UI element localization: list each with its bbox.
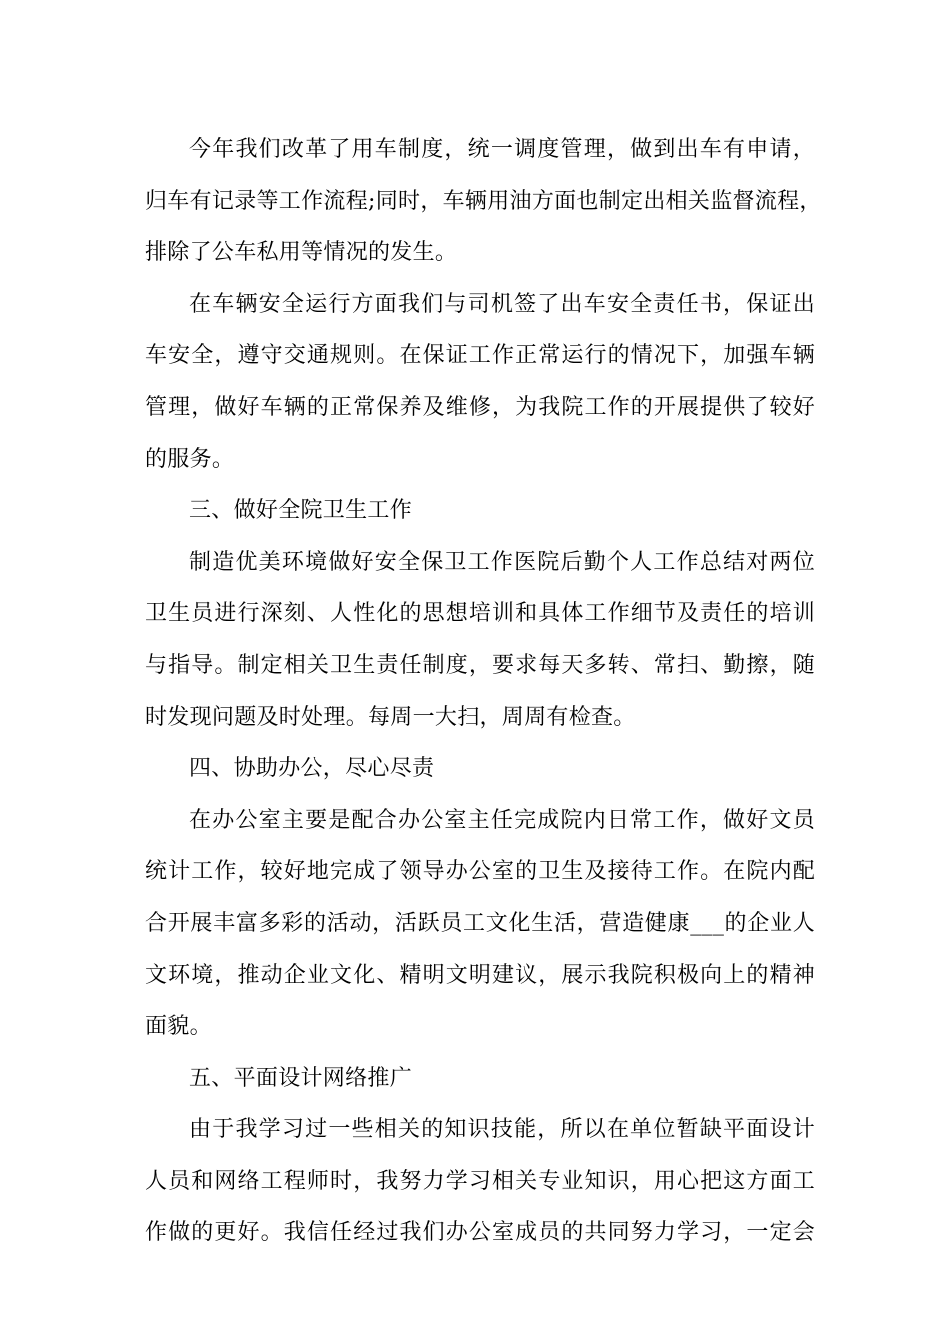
text-line: 排除了公车私用等情况的发生。 bbox=[145, 240, 458, 266]
document-body bbox=[145, 124, 822, 1259]
text-line: 管理，做好车辆的正常保养及维修，为我院工作的开展提供了较好 bbox=[145, 394, 815, 420]
text-line: 在办公室主要是配合办公室主任完成院内日常工作，做好文员 bbox=[189, 807, 815, 833]
text-line: 文环境，推动企业文化、精明文明建议，展示我院积极向上的精神 bbox=[145, 962, 815, 988]
text-line: 合开展丰富多彩的活动，活跃员工文化生活，营造健康___的企业人 bbox=[145, 910, 815, 936]
text-line: 车安全，遵守交通规则。在保证工作正常运行的情况下，加强车辆 bbox=[145, 343, 815, 369]
text-line: 面貌。 bbox=[145, 1014, 212, 1040]
text-line: 在车辆安全运行方面我们与司机签了出车安全责任书，保证出 bbox=[189, 291, 815, 317]
section-heading: 三、做好全院卫生工作 bbox=[189, 498, 413, 524]
text-line: 今年我们改革了用车制度，统一调度管理，做到出车有申请， bbox=[189, 137, 815, 162]
text-line: 作做的更好。我信任经过我们办公室成员的共同努力学习，一定会 bbox=[145, 1220, 815, 1246]
text-line: 归车有记录等工作流程;同时，车辆用油方面也制定出相关监督流程， bbox=[145, 188, 822, 214]
text-line: 制造优美环境做好安全保卫工作医院后勤个人工作总结对两位 bbox=[189, 549, 815, 575]
text-line: 的服务。 bbox=[145, 446, 235, 472]
text-line: 由于我学习过一些相关的知识技能，所以在单位暂缺平面设计 bbox=[189, 1117, 815, 1143]
text-line: 统计工作，较好地完成了领导办公室的卫生及接待工作。在院内配 bbox=[145, 859, 815, 885]
text-line: 与指导。制定相关卫生责任制度，要求每天多转、常扫、勤擦，随 bbox=[145, 652, 815, 678]
text-line: 时发现问题及时处理。每周一大扫，周周有检查。 bbox=[145, 704, 636, 730]
section-heading: 五、平面设计网络推广 bbox=[189, 1065, 413, 1091]
text-line: 人员和网络工程师时，我努力学习相关专业知识，用心把这方面工 bbox=[145, 1168, 815, 1194]
text-line: 卫生员进行深刻、人性化的思想培训和具体工作细节及责任的培训 bbox=[145, 601, 815, 627]
section-heading: 四、协助办公，尽心尽责 bbox=[189, 756, 435, 782]
